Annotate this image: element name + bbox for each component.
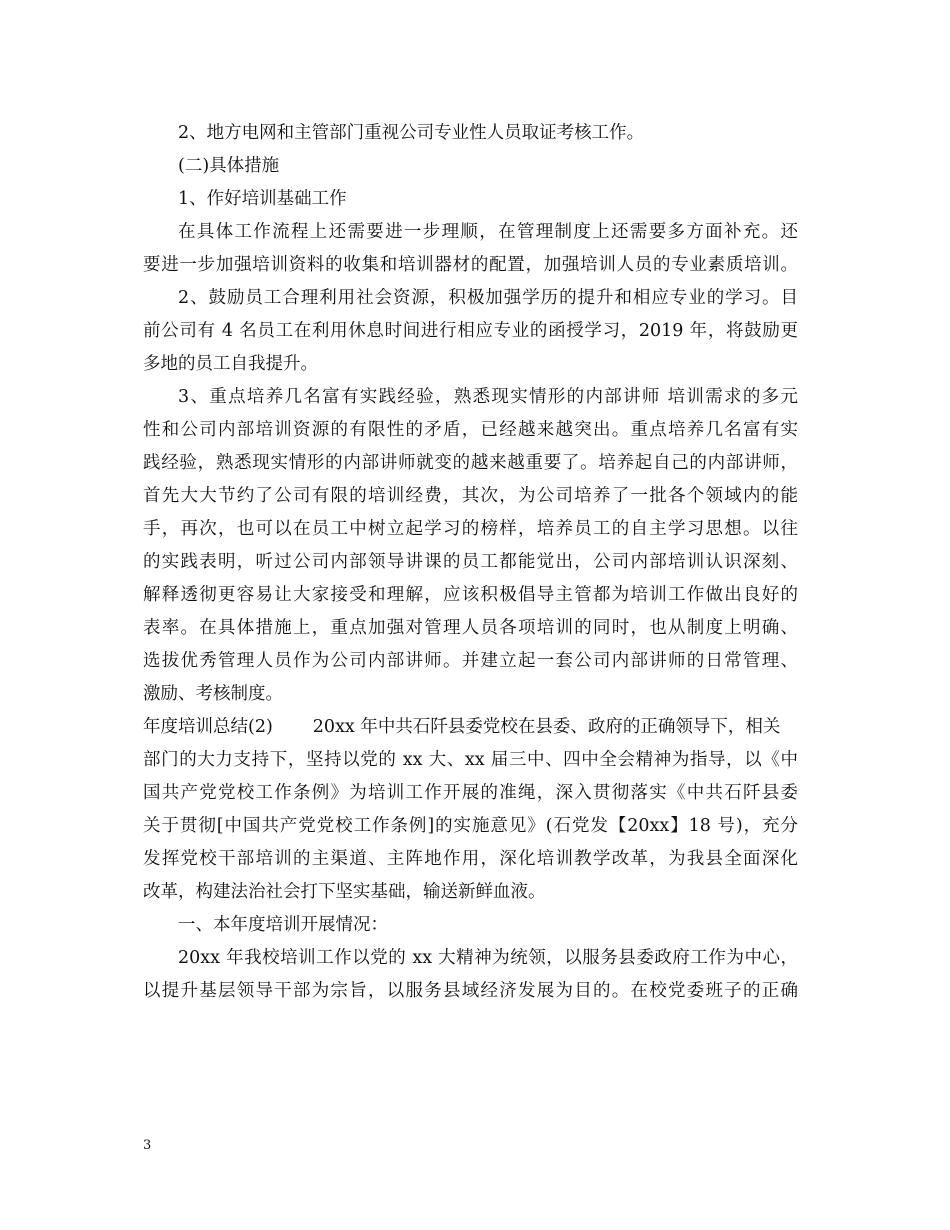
text-line: 激励、考核制度。 bbox=[143, 684, 283, 704]
text-line: 的实践表明，听过公司内部领导讲课的员工都能觉出，公司内部培训认识深刻、 bbox=[143, 552, 798, 572]
text-line: 关于贯彻[中国共产党党校工作条例]的实施意见》(石党发【20xx】18 号)，充分 bbox=[143, 816, 798, 836]
text-line: 解释透彻更容易让大家接受和理解，应该积极倡导主管都为培训工作做出良好的 bbox=[143, 585, 798, 605]
text-line: 性和公司内部培训资源的有限性的矛盾，已经越来越突出。重点培养几名富有实 bbox=[143, 420, 798, 440]
text-line: 2、鼓励员工合理利用社会资源，积极加强学历的提升和相应专业的学习。目 bbox=[178, 288, 798, 308]
text-line: 表率。在具体措施上，重点加强对管理人员各项培训的同时，也从制度上明确、 bbox=[143, 618, 798, 638]
section-heading: (二)具体措施 bbox=[178, 156, 280, 176]
summary-heading-line bbox=[143, 711, 798, 744]
text-line: 前公司有 4 名员工在利用休息时间进行相应专业的函授学习，2019 年，将鼓励更 bbox=[143, 321, 798, 341]
text-line: 要进一步加强培训资料的收集和培训器材的配置，加强培训人员的专业素质培训。 bbox=[143, 255, 798, 275]
text-line: 国共产党党校工作条例》为培训工作开展的准绳，深入贯彻落实《中共石阡县委 bbox=[143, 783, 798, 803]
text-line: 在具体工作流程上还需要进一步理顺，在管理制度上还需要多方面补充。还 bbox=[178, 222, 798, 242]
text-line: 2、地方电网和主管部门重视公司专业性人员取证考核工作。 bbox=[178, 123, 645, 143]
text-line: 部门的大力支持下，坚持以党的 xx 大、xx 届三中、四中全会精神为指导，以《中 bbox=[143, 750, 798, 770]
text-line: 多地的员工自我提升。 bbox=[143, 354, 318, 374]
text-line: 20xx 年我校培训工作以党的 xx 大精神为统领，以服务县委政府工作为中心， bbox=[178, 948, 798, 968]
text-line: 以提升基层领导干部为宗旨，以服务县域经济发展为目的。在校党委班子的正确 bbox=[143, 981, 798, 1001]
summary-heading-text: 20xx 年中共石阡县委党校在县委、政府的正确领导下，相关 bbox=[312, 717, 781, 737]
text-line: 发挥党校干部培训的主渠道、主阵地作用，深化培训教学改革，为我县全面深化 bbox=[143, 849, 798, 869]
page-number: 3 bbox=[143, 1138, 152, 1153]
text-line: 首先大大节约了公司有限的培训经费，其次，为公司培养了一批各个领域内的能 bbox=[143, 486, 798, 506]
text-line: 3、重点培养几名富有实践经验，熟悉现实情形的内部讲师 培训需求的多元 bbox=[178, 387, 798, 407]
summary-heading-label: 年度培训总结(2) bbox=[143, 717, 273, 737]
text-line: 改革，构建法治社会打下坚实基础，输送新鲜血液。 bbox=[143, 882, 546, 902]
section-heading: 一、本年度培训开展情况： bbox=[178, 915, 388, 935]
text-line: 手，再次，也可以在员工中树立起学习的榜样，培养员工的自主学习思想。以往 bbox=[143, 519, 798, 539]
text-line: 选拔优秀管理人员作为公司内部讲师。并建立起一套公司内部讲师的日常管理、 bbox=[143, 651, 798, 671]
subsection-heading: 1、作好培训基础工作 bbox=[178, 189, 347, 209]
document-body bbox=[143, 117, 798, 1008]
text-line: 践经验，熟悉现实情形的内部讲师就变的越来越重要了。培养起自己的内部讲师， bbox=[143, 453, 798, 473]
